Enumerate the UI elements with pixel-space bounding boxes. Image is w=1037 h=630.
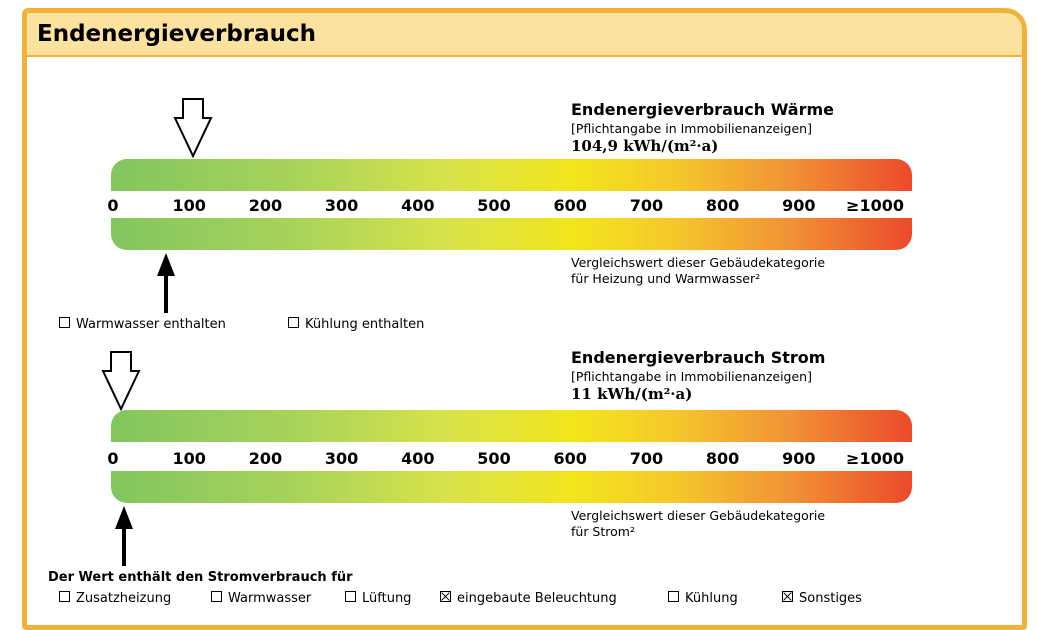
power-comparison-line2: für Strom² <box>571 524 635 539</box>
power-tick-label: 100 <box>172 449 206 468</box>
checkbox-square[interactable] <box>440 591 451 602</box>
checkbox-label: Kühlung enthalten <box>305 317 425 332</box>
power-tick-label: 700 <box>629 449 664 468</box>
checkbox-eingebaute-beleuchtung[interactable] <box>440 591 617 606</box>
heat-comparison-line1: Vergleichswert dieser Gebäudekategorie <box>571 255 826 270</box>
heat-comparison-label <box>571 255 825 287</box>
power-tick-label: 200 <box>248 449 283 468</box>
power-tick-label: 800 <box>705 449 740 468</box>
heat-tick-label: 100 <box>172 196 206 215</box>
heat-value-arrow-icon <box>173 98 213 158</box>
heat-scale-band-top <box>111 159 912 191</box>
checkbox-kuehlung[interactable] <box>668 591 738 606</box>
panel-title: Endenergieverbrauch <box>37 21 317 47</box>
power-comparison-line1: Vergleichswert dieser Gebäudekategorie <box>571 508 826 523</box>
power-tick-label: 500 <box>477 449 511 468</box>
checkbox-square[interactable] <box>211 591 222 602</box>
checkbox-square[interactable] <box>288 317 299 328</box>
power-scale-band-top <box>111 410 912 442</box>
panel-header <box>27 13 1022 57</box>
heat-tick-label: 700 <box>629 196 664 215</box>
checkbox-kuehlung-enthalten[interactable] <box>288 317 424 332</box>
heat-tick-label: 500 <box>477 196 511 215</box>
power-comparison-label <box>571 508 825 540</box>
checkbox-zusatzheizung[interactable] <box>59 591 171 606</box>
power-value: 11 kWh/(m²·a) <box>571 385 693 403</box>
heat-comparison-line2: für Heizung und Warmwasser² <box>571 271 761 286</box>
heat-tick-label: ≥1000 <box>846 196 904 215</box>
heat-subtitle: [Pflichtangabe in Immobilienanzeigen] <box>571 121 812 136</box>
power-tick-label: ≥1000 <box>846 449 904 468</box>
heat-tick-label: 400 <box>401 196 435 215</box>
checkbox-square[interactable] <box>345 591 356 602</box>
power-tick-label: 600 <box>553 449 587 468</box>
heat-tick-label: 200 <box>248 196 283 215</box>
checkbox-sonstiges[interactable] <box>782 591 862 606</box>
checkbox-label: Warmwasser enthalten <box>76 317 226 332</box>
checkbox-label: Sonstiges <box>799 591 862 606</box>
checkbox-label: Kühlung <box>685 591 738 606</box>
checkbox-label: Zusatzheizung <box>76 591 172 606</box>
power-scale-band-bottom <box>111 471 912 503</box>
power-includes-title: Der Wert enthält den Stromverbrauch für <box>48 570 353 585</box>
power-value-arrow-icon <box>101 351 141 411</box>
checkbox-lueftung[interactable] <box>345 591 411 606</box>
checkbox-warmwasser-enthalten[interactable] <box>59 317 226 332</box>
power-subtitle: [Pflichtangabe in Immobilienanzeigen] <box>571 369 812 384</box>
power-tick-label: 300 <box>324 449 359 468</box>
heat-scale-band-bottom <box>111 218 912 250</box>
heat-tick-label: 300 <box>324 196 359 215</box>
checkbox-square[interactable] <box>59 317 70 328</box>
checkbox-square[interactable] <box>668 591 679 602</box>
heat-title: Endenergieverbrauch Wärme <box>571 100 834 119</box>
heat-tick-label: 800 <box>705 196 740 215</box>
checkbox-label: eingebaute Beleuchtung <box>457 591 617 606</box>
checkbox-square[interactable] <box>59 591 70 602</box>
checkbox-warmwasser[interactable] <box>211 591 311 606</box>
power-title: Endenergieverbrauch Strom <box>571 348 826 367</box>
power-tick-label: 0 <box>107 449 119 468</box>
power-tick-label: 900 <box>782 449 816 468</box>
heat-tick-label: 900 <box>782 196 816 215</box>
checkbox-square[interactable] <box>782 591 793 602</box>
checkbox-label: Lüftung <box>362 591 412 606</box>
power-tick-label: 400 <box>401 449 435 468</box>
heat-reference-arrow-icon <box>154 252 178 314</box>
heat-tick-label: 0 <box>107 196 119 215</box>
heat-tick-label: 600 <box>553 196 587 215</box>
power-reference-arrow-icon <box>112 505 136 567</box>
heat-value: 104,9 kWh/(m²·a) <box>571 137 719 155</box>
checkbox-label: Warmwasser <box>228 591 312 606</box>
